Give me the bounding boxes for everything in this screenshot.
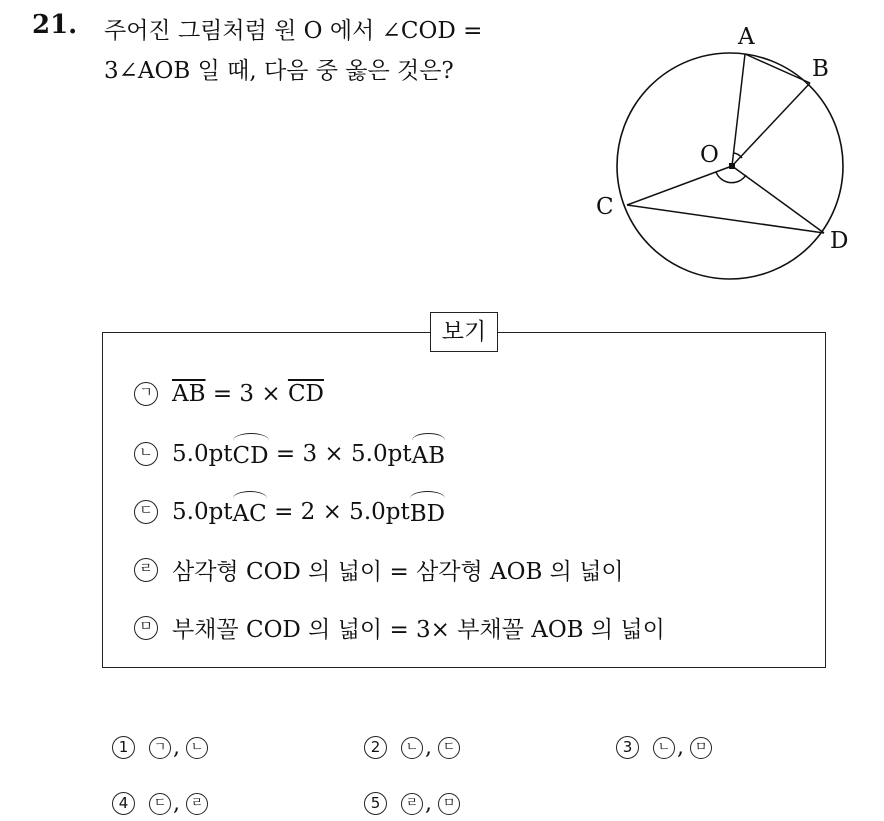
choice-number: 4 <box>112 792 135 815</box>
choice-3[interactable] <box>616 735 712 760</box>
choice-separator: , <box>173 791 180 816</box>
item-mark-giyeok: ㄱ <box>134 382 158 406</box>
radius-oc <box>627 166 732 205</box>
choice-4[interactable] <box>112 791 208 816</box>
chord-cd <box>627 205 824 233</box>
arc-ac: AC <box>233 497 267 527</box>
radius-ob <box>732 83 810 166</box>
choice-mark: ㄷ <box>149 793 171 815</box>
question-text-line1: 주어진 그림처럼 원 O 에서 ∠COD = <box>104 18 483 44</box>
choice-mark: ㄴ <box>401 737 423 759</box>
item-middle: = 2 × 5.0pt <box>266 499 410 525</box>
choice-1[interactable] <box>112 735 208 760</box>
arc-bd: BD <box>410 497 445 527</box>
item-text: 삼각형 COD 의 넓이 = 삼각형 AOB 의 넓이 <box>172 559 624 585</box>
arc-cd: CD <box>233 439 269 469</box>
choice-number: 1 <box>112 736 135 759</box>
choice-mark: ㄹ <box>401 793 423 815</box>
choice-separator: , <box>425 735 432 760</box>
item-prefix: 5.0pt <box>172 441 233 467</box>
choice-number: 3 <box>616 736 639 759</box>
label-a: A <box>738 24 755 50</box>
choice-mark: ㄴ <box>653 737 675 759</box>
item-prefix: 5.0pt <box>172 499 233 525</box>
label-c: C <box>596 194 614 220</box>
bogi-title: 보기 <box>430 312 498 352</box>
chord-ab <box>745 54 810 83</box>
question-number: 21. <box>32 10 78 40</box>
item-mark-digeut: ㄷ <box>134 500 158 524</box>
choice-2[interactable] <box>364 735 460 760</box>
choice-separator: , <box>425 791 432 816</box>
item-operator: = 3 × <box>205 381 288 407</box>
arc-ab: AB <box>412 439 446 469</box>
choice-mark: ㅁ <box>438 793 460 815</box>
bogi-item-2 <box>134 439 445 469</box>
bogi-item-1 <box>134 381 324 407</box>
item-text: 부채꼴 COD 의 넓이 = 3× 부채꼴 AOB 의 넓이 <box>172 617 665 643</box>
bogi-item-3 <box>134 497 445 527</box>
item-mark-nieun: ㄴ <box>134 442 158 466</box>
radius-oa <box>732 54 745 166</box>
segment-ab: $\overline{AB}$ <box>172 381 206 407</box>
bogi-item-4 <box>134 553 624 586</box>
choice-number: 2 <box>364 736 387 759</box>
item-mark-mieum: ㅁ <box>134 616 158 640</box>
question-text-line2: 3∠AOB 일 때, 다음 중 옳은 것은? <box>104 58 454 84</box>
choice-5[interactable] <box>364 791 460 816</box>
choice-mark: ㄹ <box>186 793 208 815</box>
angle-aob-arc <box>734 153 742 158</box>
choice-mark: ㄱ <box>149 737 171 759</box>
center-point <box>729 163 735 169</box>
item-mark-rieul: ㄹ <box>134 558 158 582</box>
choice-number: 5 <box>364 792 387 815</box>
choice-mark: ㄷ <box>438 737 460 759</box>
label-b: B <box>812 56 829 82</box>
bogi-item-5 <box>134 611 665 644</box>
label-o: O <box>700 142 719 168</box>
label-d: D <box>830 228 849 254</box>
circle-figure <box>590 18 870 288</box>
choice-separator: , <box>173 735 180 760</box>
segment-cd: $\overline{CD}$ <box>287 381 324 407</box>
choice-mark: ㅁ <box>690 737 712 759</box>
item-middle: = 3 × 5.0pt <box>268 441 412 467</box>
choice-mark: ㄴ <box>186 737 208 759</box>
choice-separator: , <box>677 735 684 760</box>
